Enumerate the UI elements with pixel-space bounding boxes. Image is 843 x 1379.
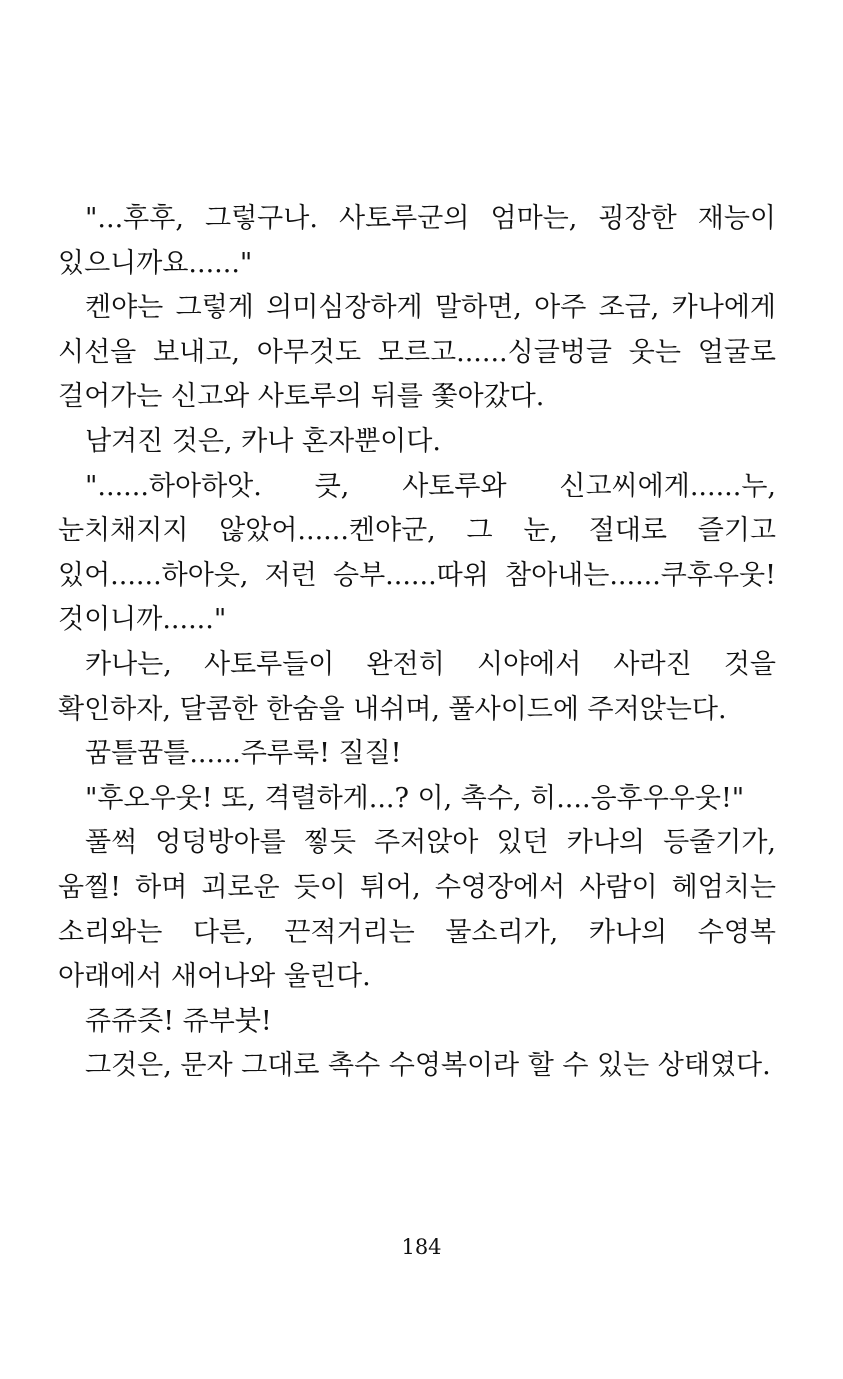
paragraph-1: "...후후, 그렇구나. 사토루군의 엄마는, 굉장한 재능이 있으니까요......" [58,203,776,279]
text-body [58,197,776,1089]
paragraph-9: 쥬쥬즛! 쥬부붓! [85,1005,272,1037]
paragraph-8: 풀썩 엉덩방아를 찧듯 주저앉아 있던 카나의 등줄기가, 움찔! 하며 괴로운 듯이 튀어, 수영장에서 사람이 헤엄치는 소리와는 다른, 끈적거리는 물소리가, 카나의 수영복 아래에서 새어나와 울린다. [58,827,776,993]
paragraph-10: 그것은, 문자 그대로 촉수 수영복이라 할 수 있는 상태였다. [85,1050,771,1082]
paragraph-5: 카나는, 사토루들이 완전히 시야에서 사라진 것을 확인하자, 달콤한 한숨을 내쉬며, 풀사이드에 주저앉는다. [58,648,776,725]
paragraph-3: 남겨진 것은, 카나 혼자뿐이다. [85,425,441,457]
paragraph-7: "후오우웃! 또, 격렬하게...? 이, 촉수, 히....응후우우웃!" [85,782,745,814]
paragraph-4: "......하아하앗. 큿, 사토루와 신고씨에게......누, 눈치채지지 않았어......켄야군, 그 눈, 절대로 즐기고 있어......하아읏, 저런 승부......따위 참아내는......쿠후우웃! 것이니까......" [58,470,776,636]
page-number: 184 [401,1235,442,1259]
paragraph-6: 꿈틀꿈틀......주루룩! 질질! [85,738,402,770]
paragraph-2: 켄야는 그렇게 의미심장하게 말하면, 아주 조금, 카나에게 시선을 보내고, 아무것도 모르고......싱글벙글 웃는 얼굴로 걸어가는 신고와 사토루의 뒤를 쫓아갔다. [58,292,776,413]
